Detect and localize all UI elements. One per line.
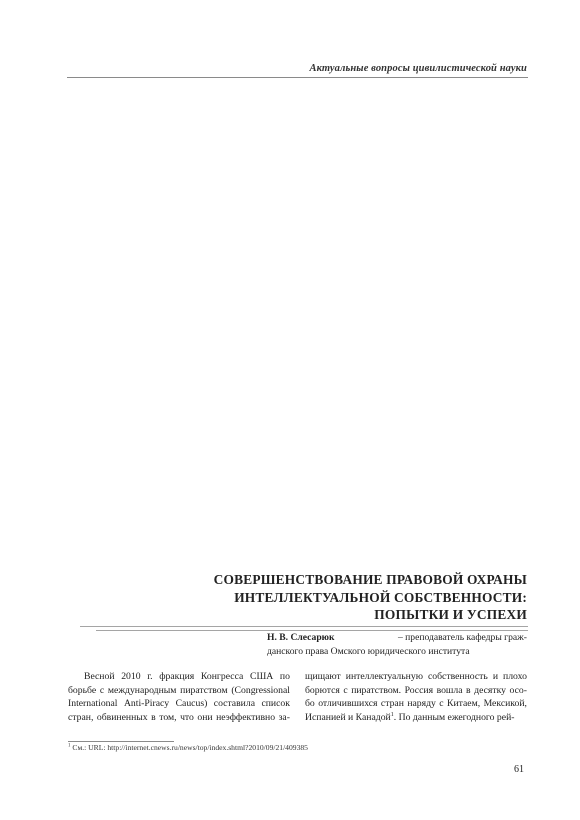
left-column [68, 670, 290, 725]
word: за- [278, 712, 290, 724]
word: Россия [404, 684, 434, 696]
word: Весной [84, 671, 115, 682]
word: (Congressional [231, 684, 290, 696]
word: наряду [407, 698, 436, 710]
word: США [249, 671, 274, 682]
word: вошла [436, 684, 463, 696]
footnote [68, 743, 308, 752]
text-span: Испанией и Канадой$^1$. По данным ежегодного рей- [305, 711, 515, 724]
word: Caucus) [175, 698, 208, 710]
word: обвиненных [96, 712, 148, 724]
text-line [305, 711, 527, 725]
title-line: СОВЕРШЕНСТВОВАНИЕ ПРАВОВОЙ ОХРАНЫ [213, 572, 527, 587]
word: плохо [503, 671, 527, 682]
word: стран, [68, 712, 94, 724]
footnote-text: См.: URL: http://internet.cnews.ru/news/top/index.shtml?2010/09/21/409385 [72, 743, 308, 752]
word: International [68, 698, 118, 710]
footnote-rule [68, 741, 174, 742]
word: фракция [159, 671, 195, 682]
word: Anti-Piracy [123, 698, 170, 710]
title-line: ИНТЕЛЛЕКТУАЛЬНОЙ СОБСТВЕННОСТИ: [234, 589, 527, 605]
author-name: Н. В. Слесарюк [267, 632, 335, 643]
word: неэффективно [216, 712, 276, 724]
author-line [267, 631, 527, 645]
title-rule-top [80, 626, 528, 627]
word: составила [213, 698, 255, 710]
word: они [197, 712, 213, 724]
word: с [99, 684, 105, 696]
word: десятку [474, 684, 507, 696]
word: г. [147, 671, 153, 682]
text-line [305, 684, 527, 698]
word: Конгресса [200, 671, 244, 682]
text-line [68, 684, 290, 698]
author-affiliation: данского права Омского юридического института [267, 645, 470, 657]
word: бо [305, 698, 315, 710]
author-block [267, 631, 527, 658]
word: пиратством. [351, 684, 402, 696]
footnote-ref: 1 [390, 711, 394, 718]
running-header: Актуальные вопросы цивилистической науки [309, 63, 527, 74]
word: том, [159, 712, 177, 724]
article-title [107, 571, 527, 624]
title-line: ПОПЫТКИ И УСПЕХИ [374, 607, 527, 622]
word: в [466, 684, 471, 696]
author-affiliation-start: – преподаватель кафедры граж- [397, 632, 527, 643]
text-line [305, 697, 527, 711]
word: в [151, 712, 156, 724]
word: борются [305, 684, 340, 696]
word: отличившихся [318, 698, 378, 710]
word: стран [380, 698, 404, 710]
header-rule [67, 77, 528, 78]
word: собственность [427, 671, 488, 682]
word: интеллектуальную [345, 671, 423, 682]
text-line [68, 711, 290, 725]
footnote-marker: 1 [68, 743, 71, 749]
word: с [343, 684, 348, 696]
word: 2010 [121, 671, 141, 682]
word: международным [107, 684, 177, 696]
word: и [492, 671, 498, 682]
word: по [279, 671, 290, 682]
word: пиратством [180, 684, 228, 696]
word: Мексикой, [483, 698, 527, 710]
word: с [439, 698, 444, 710]
word: что [180, 712, 194, 724]
word: Китаем, [447, 698, 481, 710]
word: осо- [509, 684, 527, 696]
word: щищают [305, 671, 341, 682]
text-line [68, 670, 290, 684]
page-number: 61 [514, 764, 524, 775]
right-column [305, 670, 527, 725]
word: борьбе [68, 684, 97, 696]
text-line [305, 670, 527, 684]
text-line [68, 697, 290, 711]
word: список [261, 698, 290, 710]
